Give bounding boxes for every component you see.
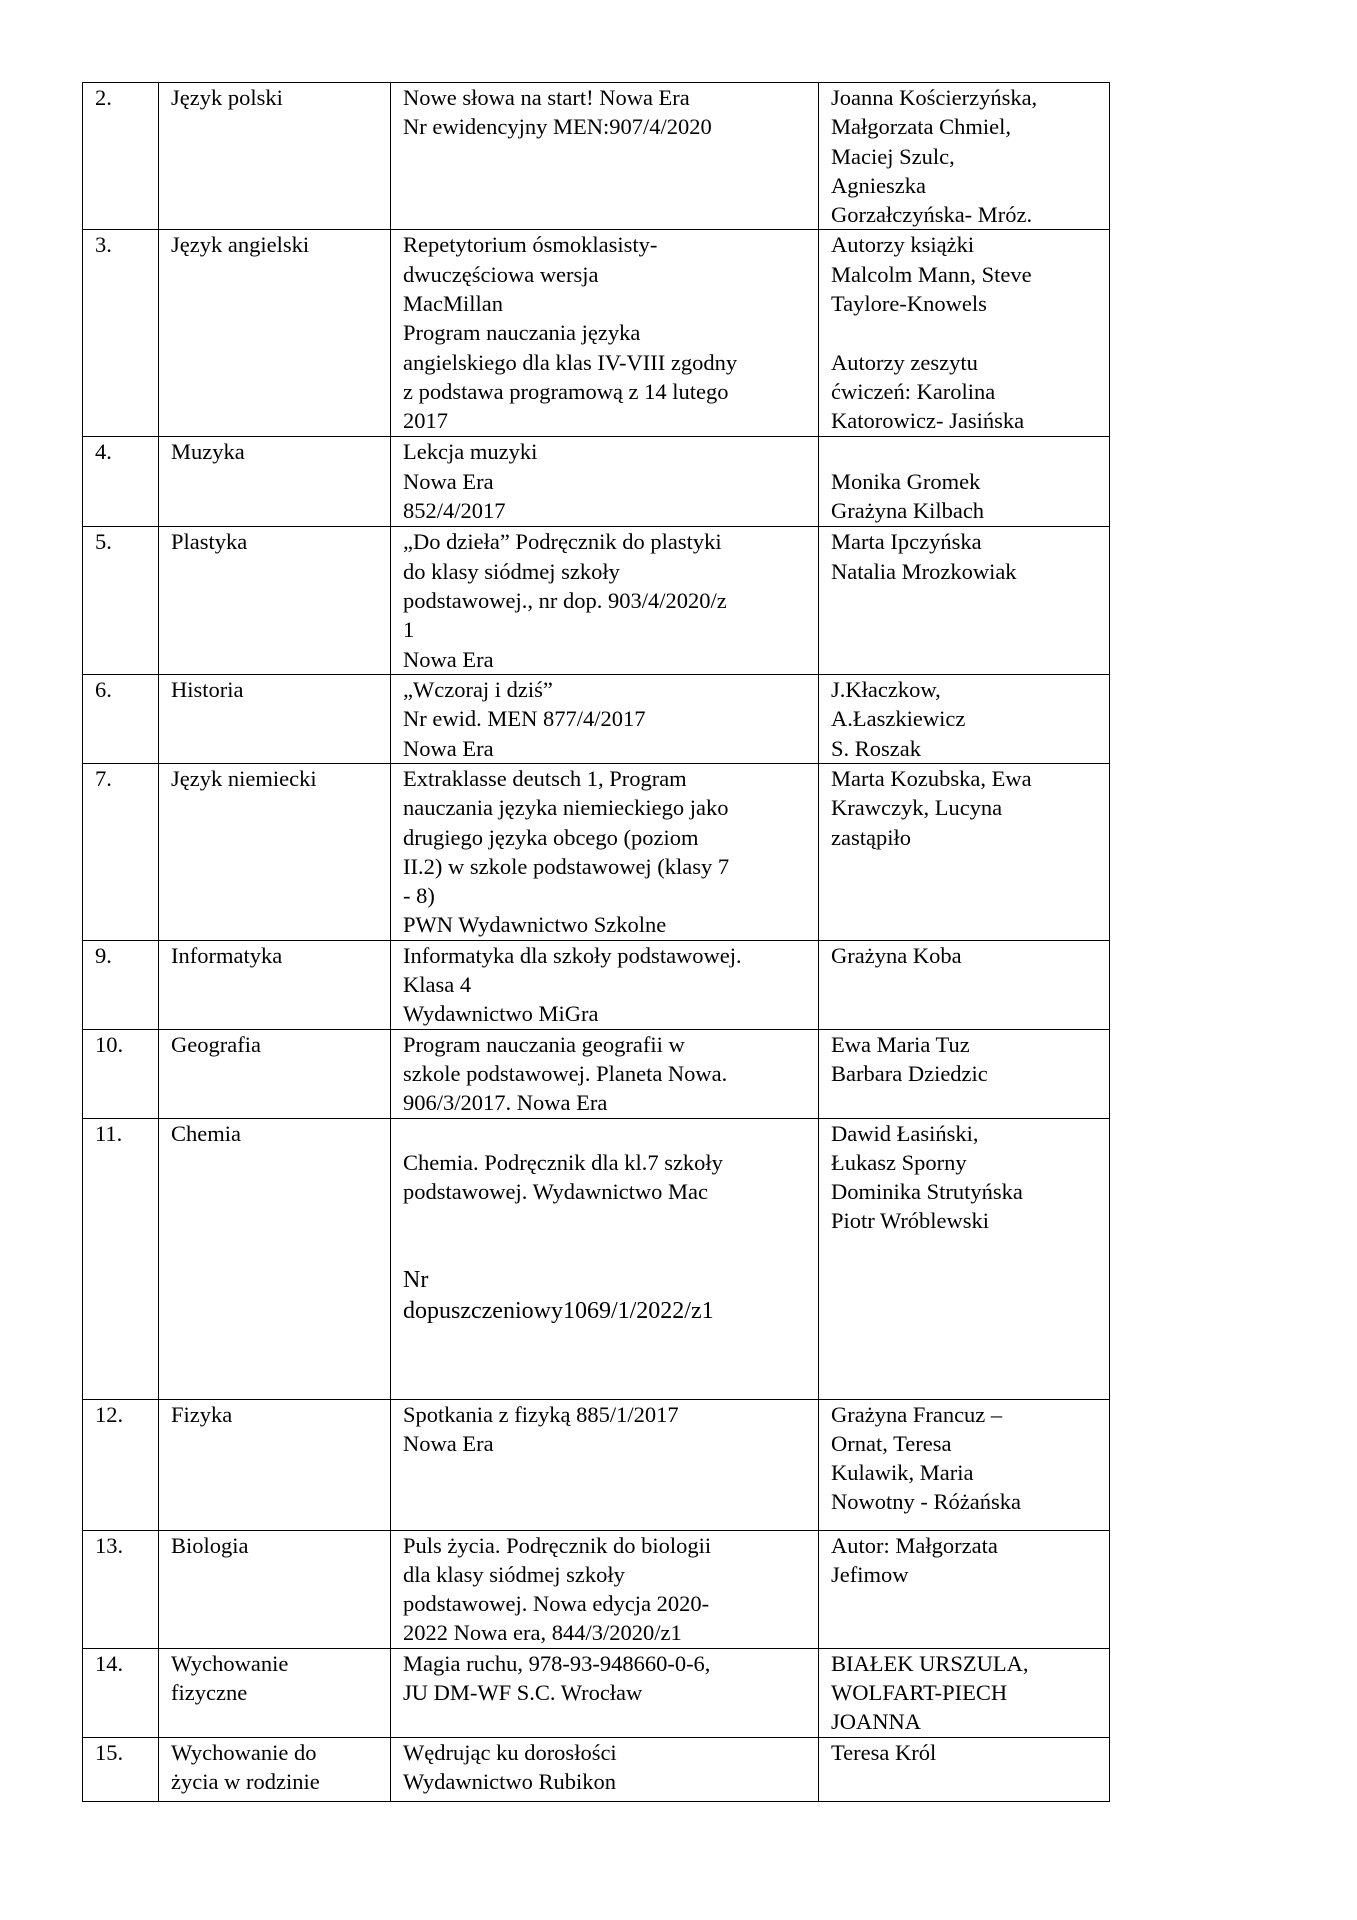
row-number: 9. — [83, 940, 159, 1029]
row-number: 15. — [83, 1737, 159, 1801]
row-number: 2. — [83, 83, 159, 230]
row-number: 10. — [83, 1029, 159, 1118]
authors-cell: Joanna Kościerzyńska, Małgorzata Chmiel, Maciej Szulc, Agnieszka Gorzałczyńska- Mróz. — [819, 83, 1110, 230]
textbook-cell: Spotkania z fizyką 885/1/2017 Nowa Era — [391, 1399, 819, 1530]
subject-cell: Informatyka — [159, 940, 391, 1029]
subject-cell: Wychowanie do życia w rodzinie — [159, 1737, 391, 1801]
row-number: 3. — [83, 230, 159, 437]
subject-cell: Fizyka — [159, 1399, 391, 1530]
authors-cell: Grażyna Koba — [819, 940, 1110, 1029]
textbook-cell: Program nauczania geografii w szkole podstawowej. Planeta Nowa. 906/3/2017. Nowa Era — [391, 1029, 819, 1118]
table-row — [83, 437, 1110, 527]
subject-cell: Muzyka — [159, 437, 391, 527]
textbook-cell: „Wczoraj i dziś” Nr ewid. MEN 877/4/2017 Nowa Era — [391, 674, 819, 763]
textbook-cell: Nowe słowa na start! Nowa Era Nr ewidencyjny MEN:907/4/2020 — [391, 83, 819, 230]
row-number: 11. — [83, 1118, 159, 1399]
table-row — [83, 1029, 1110, 1118]
subject-cell: Wychowanie fizyczne — [159, 1648, 391, 1737]
textbook-cell: Lekcja muzyki Nowa Era 852/4/2017 — [391, 437, 819, 527]
subject-cell: Plastyka — [159, 527, 391, 674]
table-row — [83, 763, 1110, 940]
row-number: 5. — [83, 527, 159, 674]
authors-cell: BIAŁEK URSZULA, WOLFART-PIECH JOANNA — [819, 1648, 1110, 1737]
authors-cell: Marta Ipczyńska Natalia Mrozkowiak — [819, 527, 1110, 674]
authors-cell: Autor: Małgorzata Jefimow — [819, 1530, 1110, 1648]
textbook-cell: Wędrując ku dorosłości Wydawnictwo Rubikon — [391, 1737, 819, 1801]
textbook-cell: Extraklasse deutsch 1, Program nauczania języka niemieckiego jako drugiego języka obcego (poziom II.2) w szkole podstawowej (klasy 7 - 8) PWN Wydawnictwo Szkolne — [391, 763, 819, 940]
textbook-cell: Informatyka dla szkoły podstawowej. Klasa 4 Wydawnictwo MiGra — [391, 940, 819, 1029]
authors-text: Monika Gromek Grażyna Kilbach — [831, 468, 985, 524]
row-number: 4. — [83, 437, 159, 527]
subject-cell: Język polski — [159, 83, 391, 230]
workbook-authors: Autorzy zeszytu ćwiczeń: Karolina Katorowicz- Jasińska — [831, 349, 1025, 434]
table-row — [83, 1118, 1110, 1399]
table-row — [83, 1399, 1110, 1530]
textbook-title: Chemia. Podręcznik dla kl.7 szkoły podstawowej. Wydawnictwo Mac — [403, 1149, 723, 1205]
table-row — [83, 230, 1110, 437]
authors-cell: Marta Kozubska, Ewa Krawczyk, Lucyna zastąpiło — [819, 763, 1110, 940]
authors-cell — [819, 230, 1110, 437]
textbook-cell: Puls życia. Podręcznik do biologii dla klasy siódmej szkoły podstawowej. Nowa edycja 2020- 2022 Nowa era, 844/3/2020/z1 — [391, 1530, 819, 1648]
table-row — [83, 527, 1110, 674]
subject-cell: Język angielski — [159, 230, 391, 437]
approval-number: Nr dopuszczeniowy1069/1/2022/z1 — [403, 1267, 714, 1324]
subject-cell: Chemia — [159, 1118, 391, 1399]
textbook-table — [82, 82, 1110, 1802]
subject-cell: Historia — [159, 674, 391, 763]
table-row — [83, 83, 1110, 230]
subject-cell: Geografia — [159, 1029, 391, 1118]
authors-cell — [819, 437, 1110, 527]
table-row — [83, 1737, 1110, 1801]
table-row — [83, 1648, 1110, 1737]
table-row — [83, 940, 1110, 1029]
textbook-cell — [391, 1118, 819, 1399]
textbook-cell: Magia ruchu, 978-93-948660-0-6, JU DM-WF S.C. Wrocław — [391, 1648, 819, 1737]
row-number: 7. — [83, 763, 159, 940]
book-authors: Autorzy książki Malcolm Mann, Steve Taylore-Knowels — [831, 232, 1032, 317]
textbook-cell: „Do dzieła” Podręcznik do plastyki do klasy siódmej szkoły podstawowej., nr dop. 903/4/2020/z 1 Nowa Era — [391, 527, 819, 674]
table-row — [83, 1530, 1110, 1648]
row-number: 6. — [83, 674, 159, 763]
authors-cell: Ewa Maria Tuz Barbara Dziedzic — [819, 1029, 1110, 1118]
row-number: 12. — [83, 1399, 159, 1530]
authors-cell: Teresa Król — [819, 1737, 1110, 1801]
row-number: 13. — [83, 1530, 159, 1648]
authors-cell: Dawid Łasiński, Łukasz Sporny Dominika Strutyńska Piotr Wróblewski — [819, 1118, 1110, 1399]
row-number: 14. — [83, 1648, 159, 1737]
authors-cell: J.Kłaczkow, A.Łaszkiewicz S. Roszak — [819, 674, 1110, 763]
textbook-cell: Repetytorium ósmoklasisty- dwuczęściowa wersja MacMillan Program nauczania języka angielskiego dla klas IV-VIII zgodny z podstawa programową z 14 lutego 2017 — [391, 230, 819, 437]
subject-cell: Język niemiecki — [159, 763, 391, 940]
subject-cell: Biologia — [159, 1530, 391, 1648]
table-row — [83, 674, 1110, 763]
authors-cell: Grażyna Francuz – Ornat, Teresa Kulawik, Maria Nowotny - Różańska — [819, 1399, 1110, 1530]
